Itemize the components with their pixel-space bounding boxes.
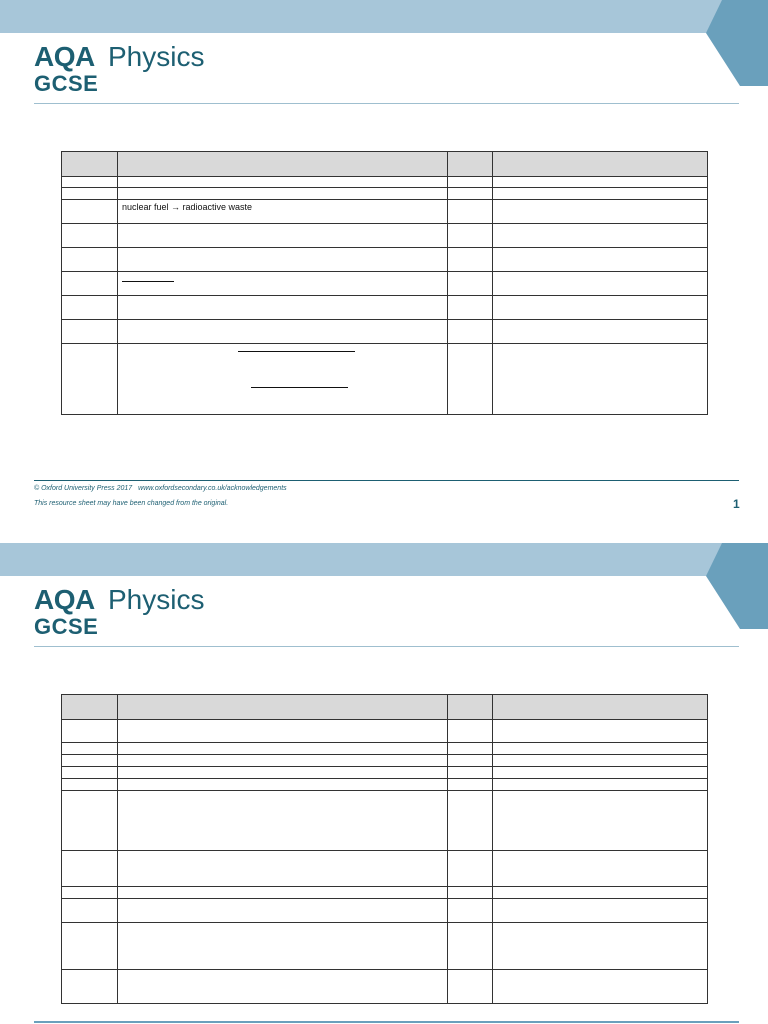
table-cell[interactable]	[62, 791, 118, 851]
table-cell[interactable]	[118, 743, 448, 755]
table-cell[interactable]	[448, 970, 493, 1004]
table-row	[62, 272, 708, 296]
table-cell[interactable]	[493, 767, 708, 779]
header-band	[0, 543, 768, 576]
table-cell[interactable]	[493, 851, 708, 887]
table-cell[interactable]	[118, 767, 448, 779]
table-cell[interactable]	[62, 188, 118, 200]
table-cell[interactable]	[118, 851, 448, 887]
table-cell[interactable]	[62, 224, 118, 248]
header-cell	[62, 695, 118, 720]
table-row	[62, 851, 708, 887]
table-cell[interactable]	[62, 779, 118, 791]
footer-divider	[34, 480, 739, 481]
table-cell[interactable]	[448, 272, 493, 296]
table-cell[interactable]	[493, 248, 708, 272]
table-row	[62, 899, 708, 923]
table-cell[interactable]	[62, 344, 118, 415]
table-cell[interactable]	[118, 320, 448, 344]
table-cell[interactable]	[62, 767, 118, 779]
copyright-text: © Oxford University Press 2017	[34, 485, 133, 492]
table-cell[interactable]	[448, 923, 493, 970]
table-cell[interactable]	[493, 923, 708, 970]
fraction-line	[238, 351, 355, 352]
table-cell[interactable]	[493, 344, 708, 415]
page-number: 1	[733, 497, 740, 511]
table-cell[interactable]	[448, 779, 493, 791]
table-row	[62, 296, 708, 320]
logo-aqa-text: AQA	[34, 584, 95, 615]
table-cell[interactable]	[493, 791, 708, 851]
table-row	[62, 779, 708, 791]
table-cell[interactable]	[62, 177, 118, 188]
table-cell[interactable]	[493, 970, 708, 1004]
table-row	[62, 887, 708, 899]
table-cell[interactable]	[118, 779, 448, 791]
table-cell[interactable]	[448, 200, 493, 224]
table-row	[62, 248, 708, 272]
table-cell[interactable]	[62, 248, 118, 272]
table-cell[interactable]	[493, 320, 708, 344]
acknowledgements-link[interactable]: www.oxfordsecondary.co.uk/acknowledgements	[138, 485, 287, 492]
logo-physics-text: Physics	[108, 41, 205, 72]
table-cell[interactable]	[118, 970, 448, 1004]
table-cell[interactable]	[448, 248, 493, 272]
worksheet-page-2	[0, 543, 768, 1024]
table-cell[interactable]	[448, 767, 493, 779]
table-cell[interactable]	[118, 248, 448, 272]
footer-divider	[34, 1021, 739, 1023]
table-cell[interactable]	[448, 755, 493, 767]
reaction-text[interactable]: nuclear fuel → radioactive waste	[118, 200, 448, 224]
table-row	[62, 720, 708, 743]
table-cell[interactable]	[493, 899, 708, 923]
table-cell[interactable]	[62, 720, 118, 743]
table-cell[interactable]	[118, 791, 448, 851]
logo-physics-text: Physics	[108, 584, 205, 615]
table-cell[interactable]	[118, 899, 448, 923]
table-cell[interactable]	[493, 272, 708, 296]
table-cell[interactable]	[62, 851, 118, 887]
header-cell	[448, 695, 493, 720]
table-cell[interactable]	[62, 970, 118, 1004]
table-cell[interactable]	[493, 887, 708, 899]
table-cell[interactable]	[448, 344, 493, 415]
logo-aqa-text: AQA	[34, 41, 95, 72]
table-row	[62, 970, 708, 1004]
table-cell[interactable]	[493, 720, 708, 743]
table-cell[interactable]	[493, 200, 708, 224]
table-cell[interactable]	[493, 188, 708, 200]
table-cell[interactable]	[448, 188, 493, 200]
table-cell[interactable]	[118, 296, 448, 320]
table-cell[interactable]	[448, 899, 493, 923]
table-cell[interactable]	[118, 344, 448, 415]
table-cell[interactable]	[448, 720, 493, 743]
table-cell[interactable]	[118, 224, 448, 248]
logo-gcse-text: GCSE	[34, 71, 99, 96]
header-cell	[493, 695, 708, 720]
table-cell[interactable]	[448, 851, 493, 887]
table-cell[interactable]	[62, 272, 118, 296]
table-cell[interactable]	[493, 755, 708, 767]
table-cell[interactable]	[493, 224, 708, 248]
table-row	[62, 177, 708, 188]
table-cell[interactable]	[493, 779, 708, 791]
table-cell[interactable]	[448, 791, 493, 851]
table-row	[62, 755, 708, 767]
header-divider	[34, 103, 739, 104]
table-header-row	[62, 152, 708, 177]
table-cell[interactable]	[62, 923, 118, 970]
table-cell[interactable]	[118, 755, 448, 767]
table-cell[interactable]	[118, 720, 448, 743]
table-cell[interactable]	[493, 296, 708, 320]
table-cell[interactable]	[448, 887, 493, 899]
header-divider	[34, 646, 739, 647]
footer-copyright	[34, 485, 287, 492]
header-cell	[62, 152, 118, 177]
header-cell	[493, 152, 708, 177]
table-header-row	[62, 695, 708, 720]
table-cell[interactable]	[448, 743, 493, 755]
fraction-line	[122, 281, 174, 282]
header-cell	[448, 152, 493, 177]
table-row	[62, 344, 708, 415]
table-cell[interactable]	[62, 755, 118, 767]
table-cell[interactable]	[448, 177, 493, 188]
table-row	[62, 923, 708, 970]
table-row	[62, 791, 708, 851]
table-row	[62, 188, 708, 200]
footer-note: This resource sheet may have been changed from the original.	[34, 500, 229, 507]
table-cell[interactable]	[62, 320, 118, 344]
table-cell[interactable]	[118, 923, 448, 970]
table-cell[interactable]	[118, 272, 448, 296]
table-row	[62, 320, 708, 344]
table-cell[interactable]	[62, 200, 118, 224]
table-row	[62, 767, 708, 779]
fraction-line	[251, 387, 348, 388]
logo-gcse-text: GCSE	[34, 614, 99, 639]
table-cell[interactable]	[62, 899, 118, 923]
table-cell[interactable]	[493, 743, 708, 755]
table-cell[interactable]	[118, 177, 448, 188]
table-cell[interactable]	[118, 887, 448, 899]
header-cell	[118, 695, 448, 720]
table-cell[interactable]	[448, 296, 493, 320]
table-cell[interactable]	[118, 188, 448, 200]
table-cell[interactable]	[62, 296, 118, 320]
worksheet-table	[61, 694, 708, 1004]
table-row	[62, 200, 708, 224]
worksheet-table	[61, 151, 708, 415]
header-cell	[118, 152, 448, 177]
table-cell[interactable]	[62, 887, 118, 899]
table-cell[interactable]	[493, 177, 708, 188]
header-band	[0, 0, 768, 33]
table-cell[interactable]	[62, 743, 118, 755]
table-row	[62, 743, 708, 755]
table-row	[62, 224, 708, 248]
table-cell[interactable]	[448, 320, 493, 344]
table-cell[interactable]	[448, 224, 493, 248]
